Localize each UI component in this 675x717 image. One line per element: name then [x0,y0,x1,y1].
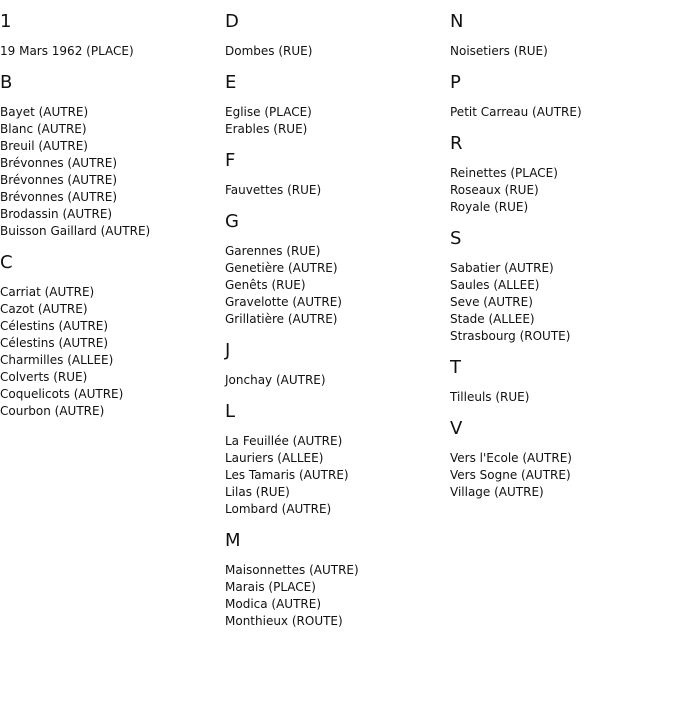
letter-heading: T [450,357,461,378]
street-link[interactable]: Courbon (AUTRE) [0,404,105,418]
street-list-item [0,104,220,121]
street-link[interactable]: Lombard (AUTRE) [225,502,332,516]
street-list-item [0,403,220,420]
street-list-item [225,182,445,199]
street-list-item [225,372,445,389]
street-link[interactable]: Colverts (RUE) [0,370,88,384]
street-list [225,243,445,328]
street-link[interactable]: Les Tamaris (AUTRE) [225,468,349,482]
street-list-item [450,260,670,277]
street-link[interactable]: Jonchay (AUTRE) [225,373,326,387]
street-list-item [450,104,670,121]
street-link[interactable]: La Feuillée (AUTRE) [225,434,343,448]
street-list-item [0,138,220,155]
street-index-column-2 [225,11,445,642]
letter-heading: S [450,228,462,249]
street-link[interactable]: Marais (PLACE) [225,580,316,594]
street-list-item [450,389,670,406]
letter-group [225,211,445,328]
street-link[interactable]: Genêts (RUE) [225,278,306,292]
street-list [450,165,670,216]
street-list-item [450,328,670,345]
letter-group [225,401,445,518]
street-list [225,104,445,138]
street-link[interactable]: 19 Mars 1962 (PLACE) [0,44,134,58]
letter-heading: R [450,133,463,154]
letter-group [225,340,445,389]
street-link[interactable]: Modica (AUTRE) [225,597,322,611]
street-list [0,104,220,240]
street-list-item [225,562,445,579]
street-link[interactable]: Saules (ALLEE) [450,278,540,292]
street-list-item [0,43,220,60]
letter-heading: P [450,72,461,93]
letter-heading: B [0,72,13,93]
street-list-item [225,311,445,328]
street-list-item [450,182,670,199]
street-list-item [0,121,220,138]
street-list-item [450,277,670,294]
street-list-item [225,277,445,294]
street-link[interactable]: Roseaux (RUE) [450,183,539,197]
street-list-item [0,335,220,352]
street-link[interactable]: Grillatière (AUTRE) [225,312,338,326]
street-list-item [225,484,445,501]
street-link[interactable]: Dombes (RUE) [225,44,313,58]
street-list-item [450,311,670,328]
street-list [450,43,670,60]
street-link[interactable]: Brodassin (AUTRE) [0,207,113,221]
street-index-column-3 [450,11,670,513]
street-list [450,260,670,345]
street-link[interactable]: Charmilles (ALLEE) [0,353,114,367]
street-link[interactable]: Garennes (RUE) [225,244,321,258]
street-link[interactable]: Carriat (AUTRE) [0,285,95,299]
street-list [450,104,670,121]
street-list-item [0,284,220,301]
street-list-item [0,189,220,206]
letter-group [0,252,220,420]
letter-heading: 1 [0,11,12,32]
street-list [0,284,220,420]
street-list-item [450,450,670,467]
street-list [225,372,445,389]
street-link[interactable]: Brévonnes (AUTRE) [0,173,117,187]
street-link[interactable]: Tilleuls (RUE) [450,390,530,404]
letter-group [450,133,670,216]
letter-heading: G [225,211,239,232]
street-link[interactable]: Cazot (AUTRE) [0,302,88,316]
street-link[interactable]: Buisson Gaillard (AUTRE) [0,224,151,238]
letter-group [0,72,220,240]
street-link[interactable]: Célestins (AUTRE) [0,319,109,333]
letter-heading: L [225,401,236,422]
street-list [225,43,445,60]
street-list-item [0,206,220,223]
street-link[interactable]: Coquelicots (AUTRE) [0,387,124,401]
street-link[interactable]: Maisonnettes (AUTRE) [225,563,359,577]
street-list-item [0,155,220,172]
street-link[interactable]: Eglise (PLACE) [225,105,312,119]
street-list-item [225,467,445,484]
street-link[interactable]: Village (AUTRE) [450,485,544,499]
letter-group [450,228,670,345]
street-list-item [225,450,445,467]
street-list-item [225,294,445,311]
street-link[interactable]: Lauriers (ALLEE) [225,451,324,465]
street-list [0,43,220,60]
street-list-item [450,294,670,311]
street-link[interactable]: Célestins (AUTRE) [0,336,109,350]
street-list-item [225,43,445,60]
street-index-column-1 [0,11,220,432]
street-link[interactable]: Blanc (AUTRE) [0,122,87,136]
street-link[interactable]: Monthieux (ROUTE) [225,614,343,628]
street-link[interactable]: Vers Sogne (AUTRE) [450,468,571,482]
street-list-item [225,243,445,260]
street-list-item [0,223,220,240]
street-list-item [225,260,445,277]
street-link[interactable]: Bayet (AUTRE) [0,105,89,119]
street-list [450,389,670,406]
street-link[interactable]: Fauvettes (RUE) [225,183,322,197]
street-list-item [450,165,670,182]
street-list-item [450,43,670,60]
street-list-item [0,301,220,318]
letter-heading: F [225,150,236,171]
street-link[interactable]: Stade (ALLEE) [450,312,535,326]
street-list-item [450,199,670,216]
street-list-item [225,596,445,613]
street-link[interactable]: Brévonnes (AUTRE) [0,190,117,204]
street-link[interactable]: Genetière (AUTRE) [225,261,338,275]
letter-heading: M [225,530,241,551]
letter-heading: V [450,418,463,439]
street-link[interactable]: Vers l'Ecole (AUTRE) [450,451,572,465]
letter-group [225,72,445,138]
street-link[interactable]: Strasbourg (ROUTE) [450,329,571,343]
street-link[interactable]: Breuil (AUTRE) [0,139,88,153]
letter-group [225,150,445,199]
street-link[interactable]: Gravelotte (AUTRE) [225,295,342,309]
street-list-item [225,613,445,630]
street-list-item [450,467,670,484]
letter-group [450,418,670,501]
street-list-item [225,501,445,518]
street-list-item [0,318,220,335]
street-link[interactable]: Sabatier (AUTRE) [450,261,554,275]
letter-heading: N [450,11,464,32]
street-link[interactable]: Brévonnes (AUTRE) [0,156,117,170]
street-link[interactable]: Seve (AUTRE) [450,295,533,309]
street-list-item [0,369,220,386]
street-link[interactable]: Reinettes (PLACE) [450,166,558,180]
street-list-item [0,352,220,369]
letter-heading: E [225,72,237,93]
street-list-item [225,433,445,450]
letter-group [0,11,220,60]
letter-heading: D [225,11,239,32]
street-link[interactable]: Petit Carreau (AUTRE) [450,105,582,119]
letter-group [450,11,670,60]
street-list-item [0,386,220,403]
street-list [225,182,445,199]
street-link[interactable]: Royale (RUE) [450,200,529,214]
street-list [450,450,670,501]
letter-heading: C [0,252,13,273]
street-link[interactable]: Lilas (RUE) [225,485,290,499]
letter-heading: J [225,340,231,361]
street-link[interactable]: Noisetiers (RUE) [450,44,548,58]
letter-group [225,11,445,60]
street-list [225,433,445,518]
street-list [225,562,445,630]
street-link[interactable]: Erables (RUE) [225,122,308,136]
letter-group [450,357,670,406]
street-list-item [450,484,670,501]
street-list-item [225,104,445,121]
street-list-item [225,579,445,596]
letter-group [450,72,670,121]
street-list-item [225,121,445,138]
letter-group [225,530,445,630]
street-list-item [0,172,220,189]
